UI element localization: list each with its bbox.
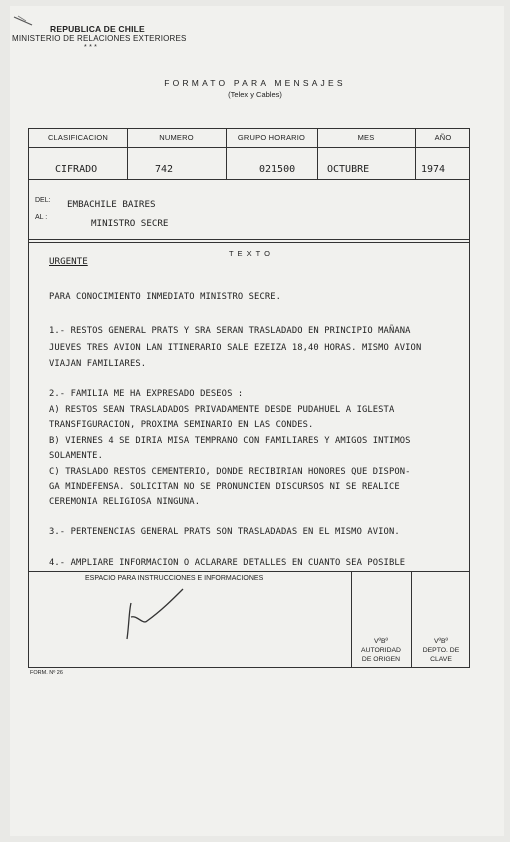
handwritten-mark [121,585,191,645]
text-line: C) TRASLADO RESTOS CEMENTERIO, DONDE RECIBIRIAN HONORES QUE DISPON- [49,467,411,477]
to-value: MINISTRO SECRE [91,218,169,229]
to-label: AL : [35,214,48,221]
value-time-group: 021500 [259,164,296,175]
text-line: 4.- AMPLIARE INFORMACION O ACLARARE DETALLES EN CUANTO SEA POSIBLE [49,558,406,568]
coat-of-arms-icon [12,14,34,26]
text-heading: T E X T O [229,249,271,258]
country-name: REPUBLICA DE CHILE [50,24,145,34]
text-line: 3.- PERTENENCIAS GENERAL PRATS SON TRASLADADAS EN EL MISMO AVION. [49,527,400,537]
vb-authority-label: AUTORIDAD [361,647,401,654]
text-line: PARA CONOCIMIENTO INMEDIATO MINISTRO SECRE. [49,292,282,302]
value-classification: CIFRADO [55,164,98,175]
text-line: GA MINDEFENSA. SOLICITAN NO SE PRONUNCIEN DISCURSOS NI SE REALICE [49,482,400,492]
instructions-label: ESPACIO PARA INSTRUCCIONES E INFORMACIONES [85,575,264,582]
form-subtitle: (Telex y Cables) [228,90,282,99]
vb-label: VºBº [373,638,389,645]
vb-origin-label: DE ORIGEN [361,656,401,663]
vb-key-label: CLAVE [430,656,452,663]
header-classification: CLASIFICACION [47,133,109,142]
form-title: FORMATO PARA MENSAJES [164,78,346,88]
text-line: B) VIERNES 4 SE DIRIA MISA TEMPRANO CON FAMILIARES Y AMIGOS INTIMOS [49,436,411,446]
ministry-name: MINISTERIO DE RELACIONES EXTERIORES [12,34,187,43]
header-month: MES [357,133,375,142]
vb-dept-label: DEPTO. DE [422,647,460,654]
text-line: SOLAMENTE. [49,451,103,461]
vb-dept-key [411,637,471,664]
from-label: DEL: [35,197,51,204]
priority-label: URGENTE [49,256,88,267]
form-number: FORM. Nº 26 [30,670,63,676]
text-line: 1.- RESTOS GENERAL PRATS Y SRA SERAN TRASLADADO EN PRINCIPIO MAÑANA [49,326,411,336]
text-line: 2.- FAMILIA ME HA EXPRESADO DESEOS : [49,389,244,399]
from-value: EMBACHILE BAIRES [67,199,156,210]
text-line: JUEVES TRES AVION LAN ITINERARIO SALE EZEIZA 18,40 HORAS. MISMO AVION [49,343,422,353]
text-line: TRANSFIGURACION, PROXIMA SEMINARIO EN LAS CONDES. [49,420,314,430]
value-number: 742 [155,164,174,175]
header-time-group: GRUPO HORARIO [237,133,306,142]
text-line: CEREMONIA RELIGIOSA NINGUNA. [49,497,201,507]
header-year: AÑO [434,133,452,142]
message-form [28,128,470,668]
header-number: NUMERO [159,133,194,142]
text-line: A) RESTOS SEAN TRASLADADOS PRIVADAMENTE DESDE PUDAHUEL A IGLESTA [49,405,395,415]
vb-authority-origin [351,637,411,664]
letterhead-stars: * * * [84,44,98,51]
value-year: 1974 [421,164,446,175]
text-line: VIAJAN FAMILIARES. [49,359,147,369]
value-month: OCTUBRE [327,164,370,175]
vb-label: VºBº [433,638,449,645]
